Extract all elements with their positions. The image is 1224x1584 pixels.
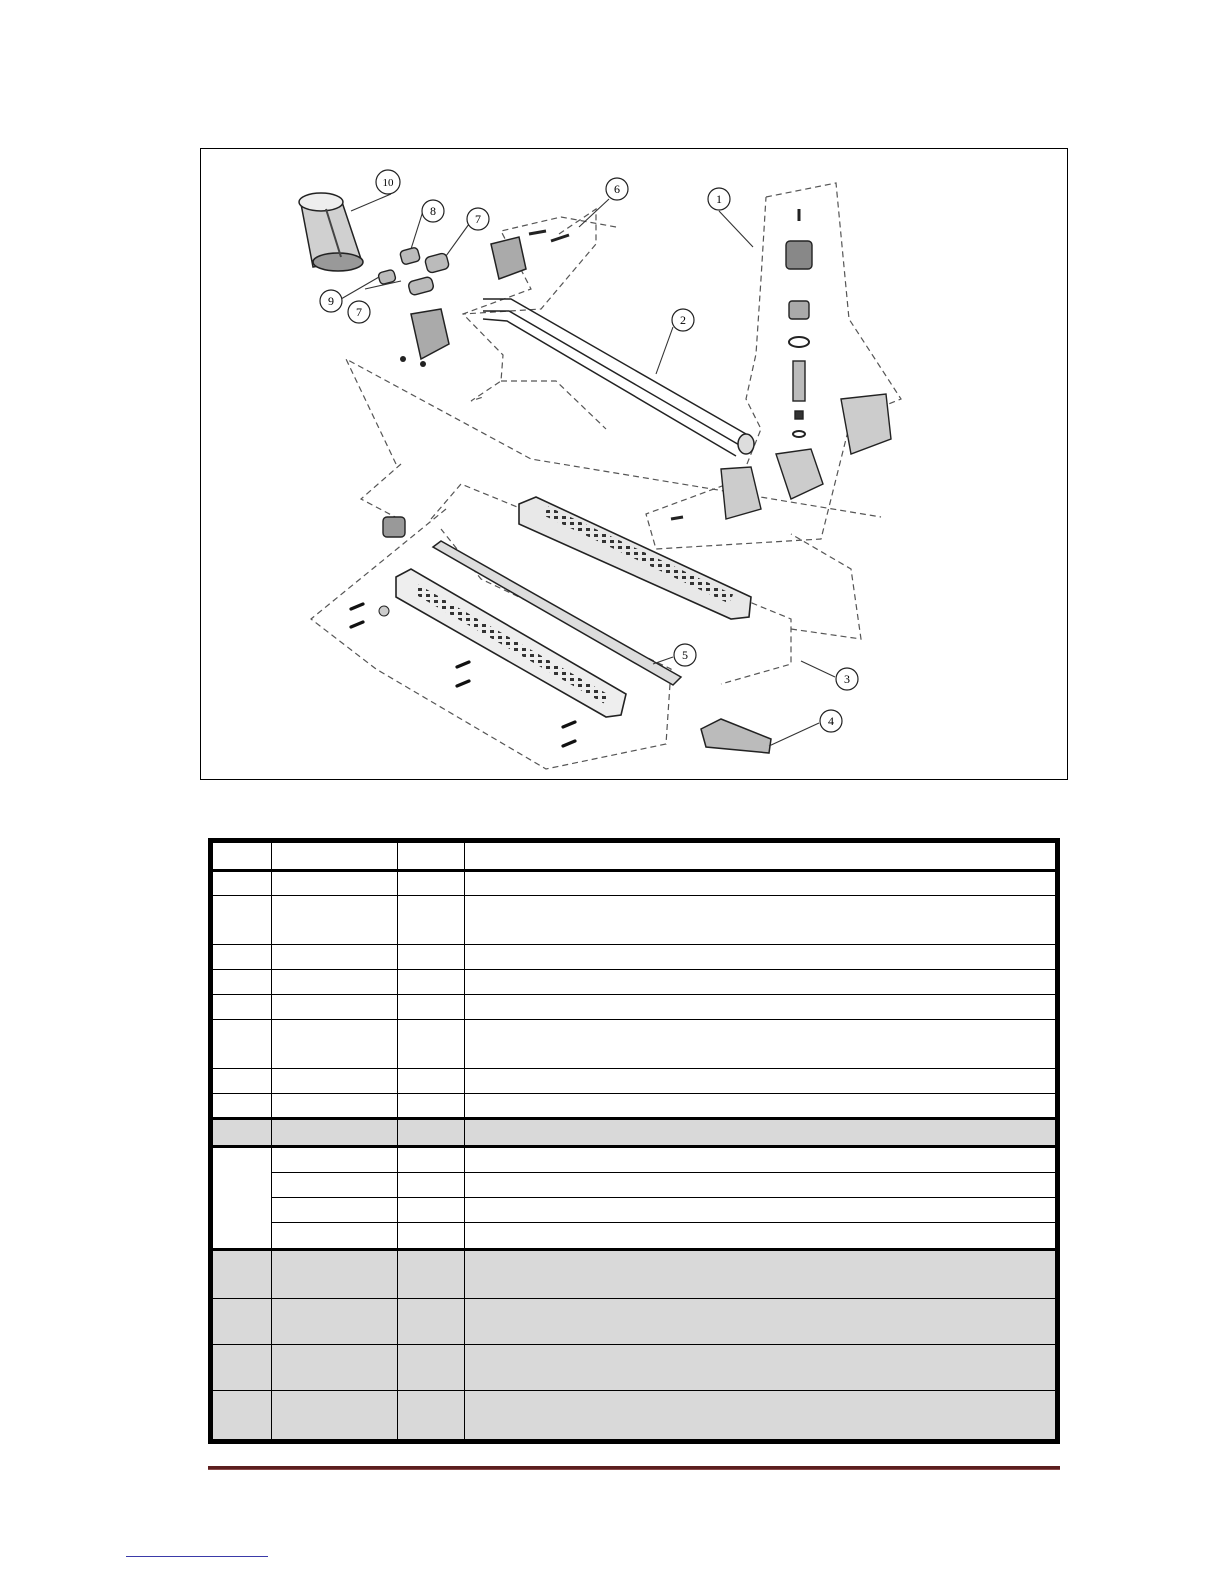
callout-8 (422, 200, 444, 222)
table-cell (272, 1250, 398, 1298)
table-cell (465, 1298, 1056, 1344)
table-cell (272, 896, 398, 944)
table-cell (213, 1298, 272, 1344)
table-cell (398, 970, 465, 995)
svg-text:10: 10 (382, 177, 394, 189)
small-fittings (378, 247, 450, 296)
svg-text:9: 9 (328, 294, 334, 308)
table-cell (272, 1020, 398, 1068)
table-cell (465, 1119, 1056, 1147)
table-cell (398, 1094, 465, 1119)
table-cell (213, 995, 272, 1020)
table-cell (398, 1298, 465, 1344)
table-cell (465, 871, 1056, 896)
parts-list-table (208, 838, 1060, 1444)
svg-text:7: 7 (475, 212, 481, 226)
table-cell (272, 944, 398, 969)
table-row (213, 1223, 1056, 1250)
table-cell (465, 1250, 1056, 1298)
table-cell (213, 1020, 272, 1068)
header-cell (213, 843, 272, 871)
header-cell (398, 843, 465, 871)
table-cell (213, 1119, 272, 1147)
table-cell (272, 1068, 398, 1093)
table-row (213, 871, 1056, 896)
svg-text:4: 4 (828, 714, 834, 728)
table-cell (465, 970, 1056, 995)
part-1-valve-assembly (671, 209, 891, 519)
table-cell (272, 1391, 398, 1440)
svg-text:1: 1 (716, 192, 722, 206)
table-row (213, 1172, 1056, 1197)
table-cell (465, 1094, 1056, 1119)
callout-2 (672, 309, 694, 331)
header-cell (465, 843, 1056, 871)
table-cell (398, 944, 465, 969)
part-2-tubes (483, 299, 754, 456)
table-cell (272, 1197, 398, 1222)
table-cell (398, 1020, 465, 1068)
table-row (213, 944, 1056, 969)
table-cell (398, 1068, 465, 1093)
svg-text:2: 2 (680, 313, 686, 327)
table-cell (213, 1068, 272, 1093)
table-cell (398, 1250, 465, 1298)
table-cell (465, 1197, 1056, 1222)
table-cell (398, 1197, 465, 1222)
table-cell (465, 1147, 1056, 1172)
table-row-shaded (213, 1391, 1056, 1440)
table-cell (465, 1223, 1056, 1250)
callout-3 (836, 668, 858, 690)
table-row (213, 995, 1056, 1020)
table-cell (213, 1345, 272, 1391)
table-cell (398, 1223, 465, 1250)
table-cell (272, 1172, 398, 1197)
table-row-shaded (213, 1250, 1056, 1298)
table-row (213, 1094, 1056, 1119)
part-3-rear-housing (519, 497, 751, 619)
table-row (213, 970, 1056, 995)
table-cell (398, 1345, 465, 1391)
svg-text:3: 3 (844, 672, 850, 686)
table-row (213, 1197, 1056, 1222)
table-cell (213, 1094, 272, 1119)
table-cell (398, 1391, 465, 1440)
table-row (213, 1147, 1056, 1172)
callout-10 (376, 170, 400, 194)
table-row-shaded (213, 1345, 1056, 1391)
table-cell (398, 1172, 465, 1197)
table-cell (272, 871, 398, 896)
table-cell (398, 995, 465, 1020)
callout-4 (820, 710, 842, 732)
svg-text:5: 5 (682, 648, 688, 662)
callout-9 (320, 290, 342, 312)
table-cell (465, 1345, 1056, 1391)
svg-text:8: 8 (430, 204, 436, 218)
table-cell (398, 1147, 465, 1172)
footnote-separator (126, 1556, 268, 1557)
header-cell (272, 843, 398, 871)
table-row (213, 1068, 1056, 1093)
table-cell (398, 896, 465, 944)
table-cell (465, 1391, 1056, 1440)
footer-rule (208, 1466, 1060, 1470)
svg-text:7: 7 (356, 305, 362, 319)
callout-5 (674, 644, 696, 666)
callout-6 (606, 178, 628, 200)
table-cell (213, 944, 272, 969)
diagram-drawing (201, 149, 1069, 781)
table-cell (465, 1172, 1056, 1197)
table-cell (213, 871, 272, 896)
table-cell (465, 944, 1056, 969)
exploded-parts-diagram (200, 148, 1068, 780)
table-cell (272, 1094, 398, 1119)
table-cell (272, 1345, 398, 1391)
table-cell (465, 995, 1056, 1020)
callout-7-upper (467, 208, 489, 230)
table-cell (398, 871, 465, 896)
table-cell-merged (213, 1147, 272, 1250)
table-cell (272, 970, 398, 995)
table-cell (272, 995, 398, 1020)
part-4-nozzle (701, 719, 771, 753)
callout-7-lower (348, 301, 370, 323)
table-cell (213, 1391, 272, 1440)
callout-1 (708, 188, 730, 210)
table-cell (272, 1119, 398, 1147)
table-cell (272, 1298, 398, 1344)
table-cell (465, 1020, 1056, 1068)
table-row (213, 896, 1056, 944)
table-header-row (213, 843, 1056, 871)
table-cell (465, 896, 1056, 944)
table-cell (272, 1147, 398, 1172)
table-cell (213, 896, 272, 944)
table-cell (272, 1223, 398, 1250)
table-row-shaded (213, 1298, 1056, 1344)
part-10-cup (299, 193, 363, 271)
table-cell (398, 1119, 465, 1147)
table-cell (213, 1250, 272, 1298)
table-cell (213, 970, 272, 995)
table-row-shaded (213, 1119, 1056, 1147)
svg-text:6: 6 (614, 182, 620, 196)
table-row (213, 1020, 1056, 1068)
table-cell (465, 1068, 1056, 1093)
